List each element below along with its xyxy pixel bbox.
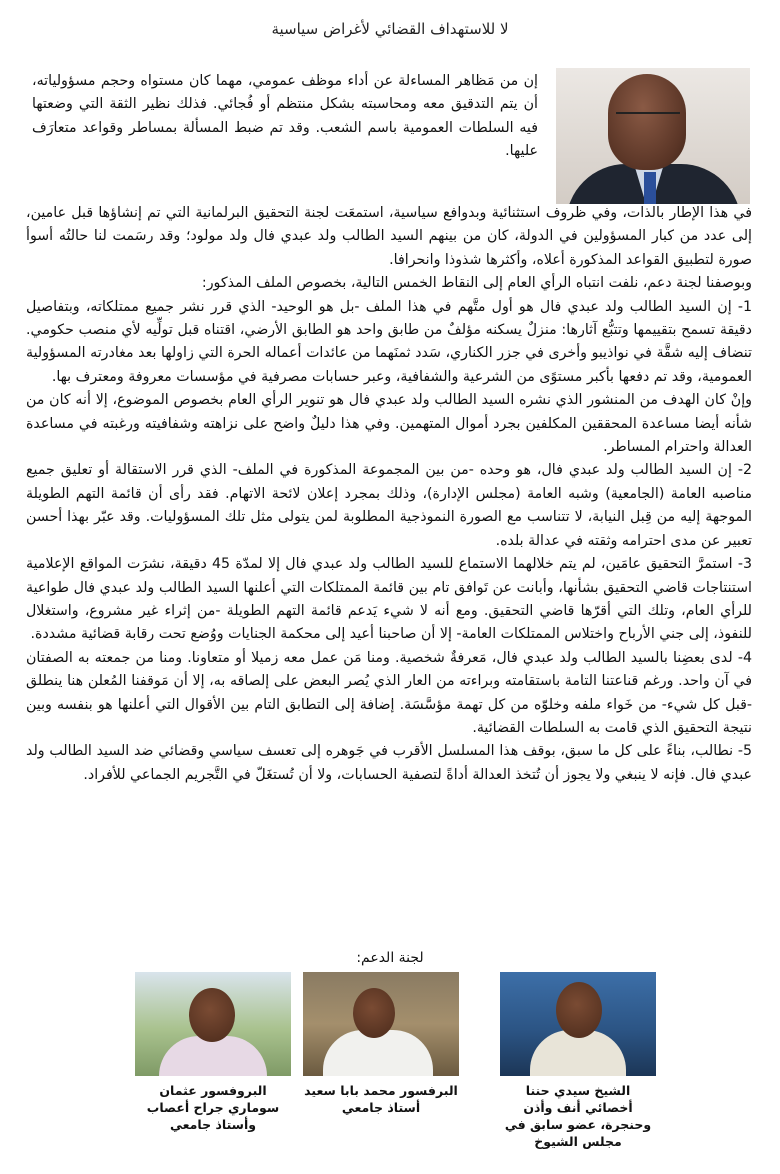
paragraph-point-3: 3- استمرَّ التحقيق عامَين، لم يتم خلالهما الاستماع للسيد الطالب ولد عبدي فال إلا لمدّة 45 دقيقة، نشرَت المواقع الإعلامية استنتاجات قاضي التحقيق بشأنها، وأبانت عن تَوافق تام بين قائمة الممتلكات التي أعلنها السيد الطالب ولد عبدي فال طواعية للرأي العام، وتلك التي أقرّها قاضي التحقيق. ومع أنه لا شيء يَدعم قائمة التهم الطويلة -من إثراء غير مشروع، واستغلال للنفوذ، إلى جني الأرباح واختلاس الممتلكات العامة- إلا أن صاحبنا أعيد إلى محكمة الجنايات ووُضع تحت رقابة قضائية مشددة. xyxy=(26,556,752,643)
paragraph-point-2: 2- إن السيد الطالب ولد عبدي فال، هو وحده -من بين المجموعة المذكورة في الملف- الذي قرر الاستقالة أو تعليق جميع مناصبه العامة (الجامعية) وشبه العامة (مجلس الإدارة)، وذلك بمجرد إعلان لائحة الاتهام. فقد رأى أن قائمة التهم الطويلة الموجهة إليه من قِبل النيابة، لا تتناسب مع الصورة النموذجية المطلوبة لمن يتولى مثل تلك المسؤوليات. وقد عبّر بهذا أحسن تعبير عن مدى احترامه وثقته في عدالة بلده. xyxy=(26,462,752,549)
author-photo xyxy=(556,68,750,204)
member-photo-1 xyxy=(500,972,656,1076)
article-body xyxy=(26,202,752,787)
member-caption-1: الشيخ سيدي حننا أخصائي أنف وأذن وحنجرة، عضو سابق في مجلس الشيوخ xyxy=(504,1083,652,1149)
paragraph-point-5: 5- نطالب، بناءً على كل ما سبق، بوقف هذا المسلسل الأقرب في جَوهره إلى تعسف سياسي وقضائي ضد السيد الطالب ولد عبدي فال. فإنه لا ينبغي ولا يجوز أن تُتخذ العدالة أداةً لتصفية الحسابات، ولا أن تُستغَلّ في التَّجريم الجماعي للأفراد. xyxy=(26,743,752,783)
member-card-1 xyxy=(500,972,656,1150)
paragraph-context: في هذا الإطار بالذات، وفي ظروف استثنائية وبدوافع سياسية، استمعَت لجنة التحقيق البرلمانية التي تم إنشاؤها قبل عامين، إلى عدد من كبار المسؤولين في الدولة، كان من بينهم السيد الطالب ولد عبدي فال ولد مولود؛ وقد رسَمت لنا حالتُه أسوأ صورة لتطبيق القواعد المذكورة أعلاه، وأكثرها شذوذا وانحرافا. xyxy=(26,205,752,268)
member-card-3 xyxy=(135,972,291,1133)
paragraph-point-4: 4- لدى بعضِنا بالسيد الطالب ولد عبدي فال، مَعرفةٌ شخصية. ومنا مَن عمل معه زميلا أو متعاونا. ومنا من جمعته به الصفتان في آن واحد. ورغم قناعتنا التامة باستقامته وبراءته من العار الذي يُصر البعض على إلصاقه به، إلا أن مَوقفنا المُعلن هنا ينطلق -قبل كل شيء- من خَواء ملفه وخلوّه من كل تهمة مؤسَّسَة. إضافة إلى التطابق التام بين الأقوال التي أعلنها هو بنفسه وبين نتيجة التحقيق الذي قامت به السلطات القضائية. xyxy=(26,649,752,736)
intro-paragraph xyxy=(32,70,538,164)
member-caption-3: البروفسور عثمان سوماري جراح أعصاب وأستاذ جامعي xyxy=(146,1083,280,1132)
paragraph-intro: إن من مَظاهر المساءلة عن أداء موظف عمومي، مهما كان مستواه وحجم مسؤولياته، أن يتم التدقيق معه ومحاسبته بشكل منتظم أو فُجائي. فذلك نظير الثقة التي وضعتها فيه السلطات العمومية باسم الشعب. وقد تم ضبط المسألة بمساطر وقواعد متعارَف عليها. xyxy=(32,73,538,160)
member-card-2 xyxy=(303,972,459,1116)
support-committee-label: لجنة الدعم: xyxy=(356,950,424,966)
paragraph-point-1-followup: وإنْ كان الهدف من المنشور الذي نشره السيد الطالب ولد عبدي فال هو تنوير الرأي العام بخصوص الموضوع، إلا أنه كان من شأنه أيضا مساعدة المحققين المكلفين بجرد أموال المتهمين. وفي هذا دليلٌ واضح على نزاهته وشفافيته ورغبته في مساعدة العدالة واحترام المساطر. xyxy=(26,392,752,456)
member-photo-3 xyxy=(135,972,291,1076)
paragraph-points-intro: وبوصفنا لجنة دعم، نلفت انتباه الرأي العام إلى النقاط الخمس التالية، بخصوص الملف المذكور: xyxy=(201,275,752,292)
paragraph-point-1: 1- إن السيد الطالب ولد عبدي فال هو أول متَّهم في هذا الملف -بل هو الوحيد- الذي قرر نشر جميع ممتلكاته، وبتفاصيل دقيقة تسمح بتقييمها وتتبُّع آثارها: منزلٌ يسكنه مؤلفٌ من طابق واحد هو الطابق الأرضي، اقتناه قبل تولِّيه لأي منصب حكومي. تنضاف إليه شقَّة في نواذيبو وأخرى في جزر الكناري، سَدد ثمنَهما من عائدات أعماله الحرة التي زاولها بعد مغادرته المسؤولية العمومية، وقد تم دفعها بأكبر مستوًى من الشرعية والشفافية، وعبر حسابات مصرفية في مؤسسات معروفة ومعترف بها. xyxy=(26,298,752,385)
member-photo-2 xyxy=(303,972,459,1076)
article-title: لا للاستهداف القضائي لأغراض سياسية xyxy=(271,20,509,38)
member-caption-2: البرفسور محمد بابا سعيد أستاذ جامعي xyxy=(304,1083,458,1115)
